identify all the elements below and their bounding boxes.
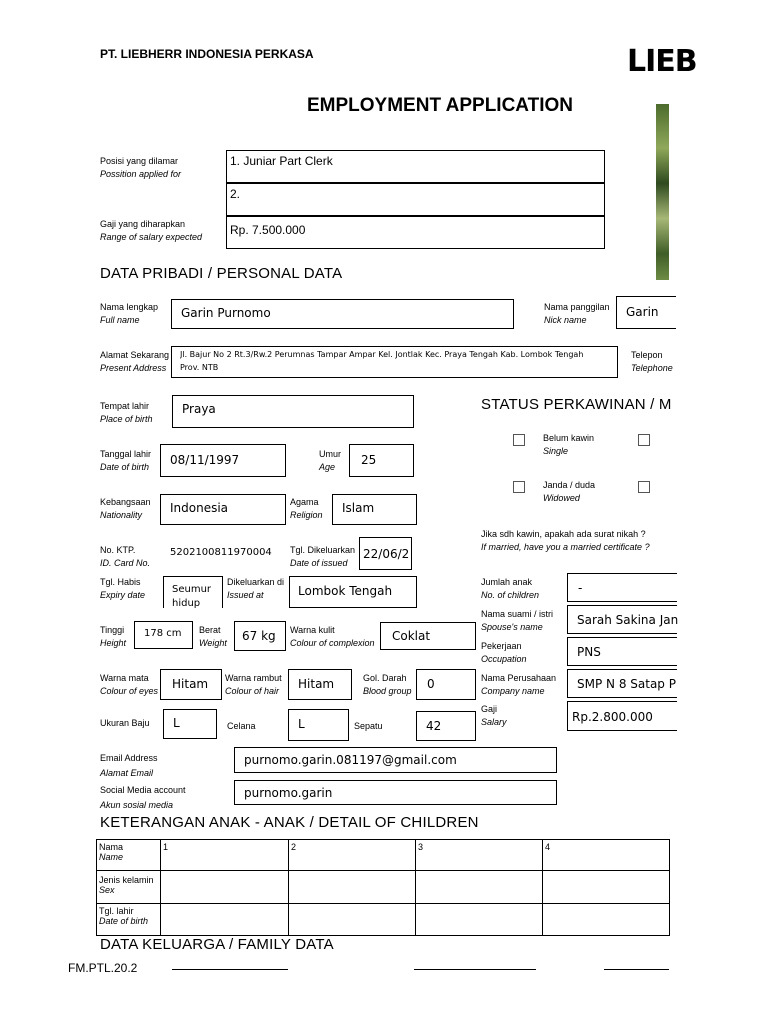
height-field[interactable]: 178 cm [134,621,193,649]
full-name-label: Nama lengkap Full name [100,302,159,325]
birth-place-field[interactable]: Praya [172,395,414,428]
hair-color-field[interactable]: Hitam [288,669,352,700]
issued-date-field[interactable]: 22/06/2 [359,537,412,570]
table-row [97,840,670,871]
full-name-field[interactable]: Garin Purnomo [171,299,514,329]
shirt-size-field[interactable]: L [163,709,217,739]
spouse-salary-label: Gaji Salary [481,704,507,727]
col-number[interactable]: 1 [161,840,289,871]
eye-color-label: Warna mata Colour of eyes [100,673,159,696]
issued-at-field[interactable]: Lombok Tengah [289,576,417,608]
shoe-size-label: Sepatu [354,721,383,731]
table-cell[interactable] [289,904,416,936]
company-name-label: Nama Perusahaan Company name [481,673,557,696]
company-logo: LIEB [627,44,697,79]
blood-group-label: Gol. Darah Blood group [363,673,412,696]
table-cell[interactable] [543,904,670,936]
complexion-label: Warna kulit Colour of complexion [290,625,375,648]
email-field[interactable]: purnomo.garin.081197@gmail.com [234,747,557,773]
children-heading: KETERANGAN ANAK - ANAK / DETAIL OF CHILDREN [100,814,479,831]
widowed-checkbox[interactable] [513,481,525,493]
complexion-field[interactable]: Coklat [380,622,476,650]
table-cell[interactable] [161,871,289,904]
table-cell[interactable] [416,871,543,904]
row-label: Tgl. lahir Date of birth [97,904,161,936]
height-label: Tinggi Height [100,625,127,648]
row-label: Nama Name [97,840,161,871]
social-media-field[interactable]: purnomo.garin [234,780,557,805]
spouse-name-label: Nama suami / istri Spouse's name [481,609,554,632]
table-cell[interactable] [289,871,416,904]
family-data-heading: DATA KELUARGA / FAMILY DATA [100,936,334,953]
address-field[interactable]: Jl. Bajur No 2 Rt.3/Rw.2 Perumnas Tampar Ampar Kel. Jontlak Kec. Praya Tengah Kab. Lombok Tengah Prov. NTB [171,346,618,378]
shoe-size-field[interactable]: 42 [416,711,476,741]
footer-line [172,969,288,970]
nationality-label: Kebangsaan Nationality [100,497,151,520]
col-number[interactable]: 4 [543,840,670,871]
personal-data-heading: DATA PRIBADI / PERSONAL DATA [100,265,343,282]
birth-date-field[interactable]: 08/11/1997 [160,444,286,477]
widowed-label: Janda / duda Widowed [543,480,596,503]
married-checkbox[interactable] [638,434,650,446]
marriage-cert-question: Jika sdh kawin, apakah ada surat nikah ? If married, have you a married certificate ? [481,529,650,552]
ktp-field[interactable]: 5202100811970004 [160,537,286,570]
single-label: Belum kawin Single [543,433,595,456]
company-name-field[interactable]: SMP N 8 Satap P [567,669,677,698]
religion-label: Agama Religion [290,497,323,520]
table-row [97,871,670,904]
salary-expected-label: Gaji yang diharapkan Range of salary expected [100,219,203,242]
phone-label: Telepon Telephone [631,350,673,373]
nick-name-label: Nama panggilan Nick name [544,302,610,325]
shirt-size-label: Ukuran Baju [100,718,150,728]
children-table [96,839,670,936]
salary-expected-field[interactable]: Rp. 7.500.000 [226,216,605,249]
occupation-field[interactable]: PNS [567,637,677,666]
table-row [97,904,670,936]
eye-color-field[interactable]: Hitam [160,669,222,700]
nationality-field[interactable]: Indonesia [160,494,286,525]
form-code: FM.PTL.20.2 [68,961,138,975]
marital-status-heading: STATUS PERKAWINAN / M [481,396,672,413]
form-title: EMPLOYMENT APPLICATION [307,95,573,116]
col-number[interactable]: 2 [289,840,416,871]
children-count-label: Jumlah anak No. of children [481,577,540,600]
table-cell[interactable] [543,871,670,904]
blood-group-field[interactable]: 0 [416,669,476,700]
ktp-label: No. KTP. ID. Card No. [100,545,151,568]
pants-size-field[interactable]: L [288,709,349,741]
footer-line [604,969,669,970]
issued-at-label: Dikeluarkan di Issued at [227,577,285,600]
age-field[interactable]: 25 [349,444,414,477]
footer-line [414,969,536,970]
age-label: Umur Age [319,449,341,472]
social-media-label: Social Media account Akun sosial media [100,785,186,810]
weight-field[interactable]: 67 kg [234,621,286,651]
nick-name-field[interactable]: Garin [616,296,676,329]
birth-date-label: Tanggal lahir Date of birth [100,449,152,472]
col-number[interactable]: 3 [416,840,543,871]
table-cell[interactable] [416,904,543,936]
religion-field[interactable]: Islam [332,494,417,525]
children-count-field[interactable]: - [567,573,677,602]
weight-label: Berat Weight [199,625,227,648]
position-2-field[interactable]: 2. [226,183,605,216]
row-label: Jenis kelamin Sex [97,871,161,904]
issued-date-label: Tgl. Dikeluarkan Date of issued [290,545,356,568]
table-cell[interactable] [161,904,289,936]
spouse-salary-field[interactable]: Rp.2.800.000 [567,701,677,731]
company-name: PT. LIEBHERR INDONESIA PERKASA [100,47,314,61]
single-checkbox[interactable] [513,434,525,446]
position-1-field[interactable]: 1. Juniar Part Clerk [226,150,605,183]
email-label: Email Address Alamat Email [100,753,158,778]
occupation-label: Pekerjaan Occupation [481,641,527,664]
logo-photo-strip [656,104,669,280]
expiry-field[interactable]: Seumur hidup [163,576,223,608]
position-label: Posisi yang dilamar Possition applied for [100,156,182,179]
expiry-label: Tgl. Habis Expiry date [100,577,146,600]
divorced-checkbox[interactable] [638,481,650,493]
pants-size-label: Celana [227,721,256,731]
birth-place-label: Tempat lahir Place of birth [100,401,153,424]
spouse-name-field[interactable]: Sarah Sakina Jan [567,605,677,634]
hair-color-label: Warna rambut Colour of hair [225,673,282,696]
address-label: Alamat Sekarang Present Address [100,350,170,373]
